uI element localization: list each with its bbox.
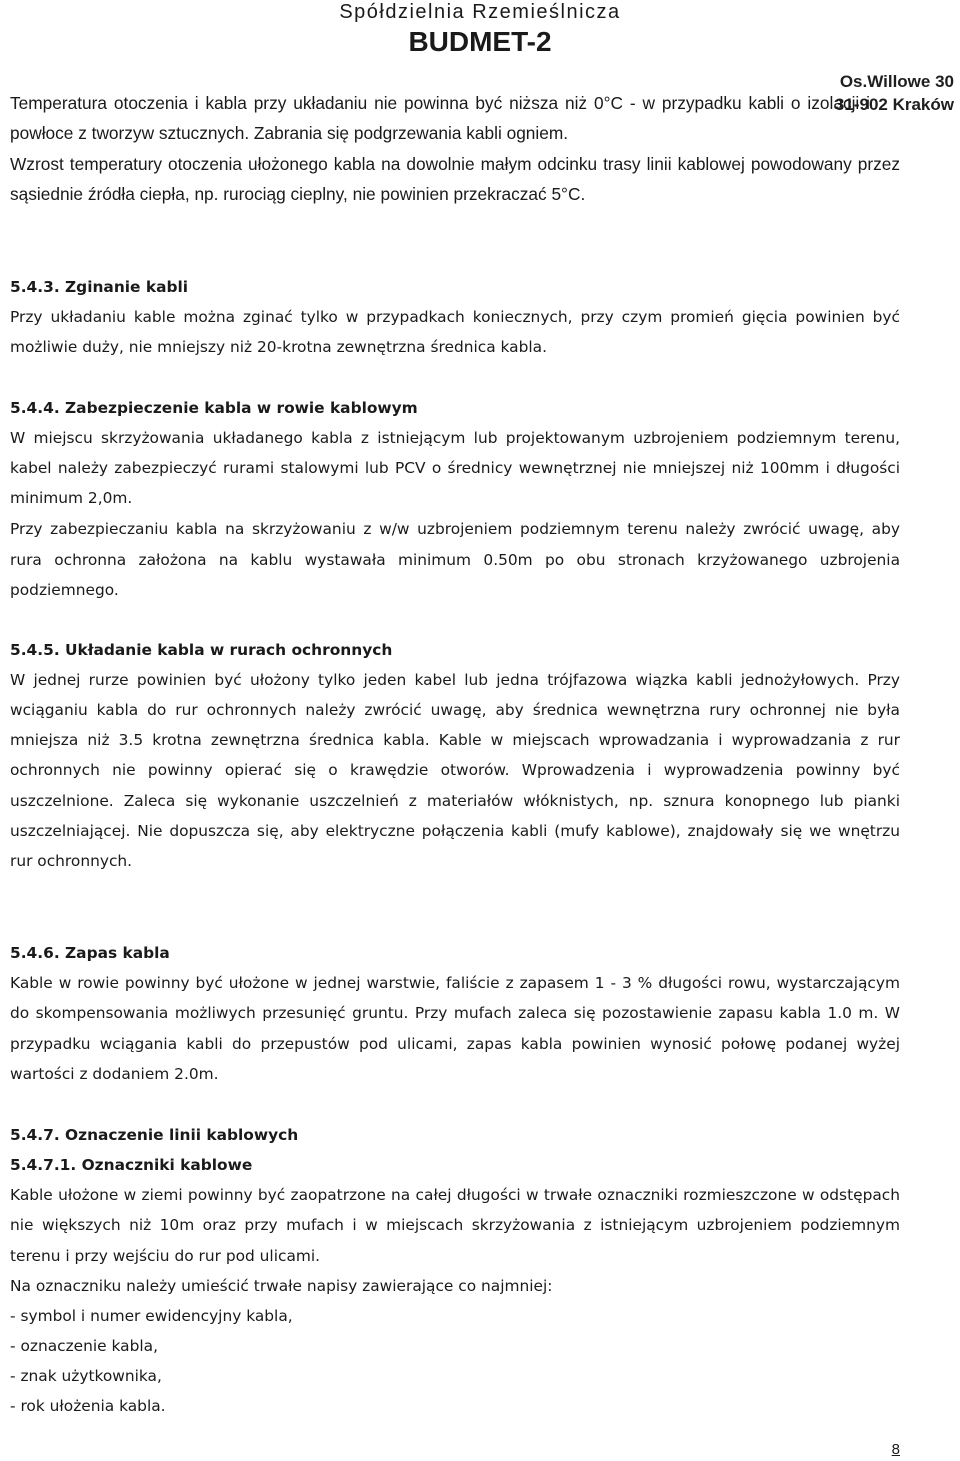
section-heading-5-4-3: 5.4.3. Zginanie kabli (10, 278, 189, 296)
section-heading-5-4-5: 5.4.5. Układanie kabla w rurach ochronnych (10, 641, 393, 659)
section-heading-5-4-7: 5.4.7. Oznaczenie linii kablowych (10, 1126, 299, 1144)
section-5-4-4-paragraph-2: Przy zabezpieczaniu kabla na skrzyżowaniu z w/w uzbrojeniem podziemnym terenu należy zwrócić uwagę, aby rura ochronna założona na kablu wystawała minimum 0.50m po obu stronach krzyżowanego uzbrojenia podziemnego. (10, 520, 900, 599)
list-item: - oznaczenie kabla, (10, 1337, 158, 1355)
intro-paragraph-temperature: Temperatura otoczenia i kabla przy układaniu nie powinna być niższa niż 0°C - w przypadku kabli o izolacji i powłoce z tworzyw sztucznych. Zabrania się podgrzewania kabli ogniem. (10, 93, 870, 143)
page-number: 8 (891, 1441, 900, 1458)
section-5-4-4-paragraph-1: W miejscu skrzyżowania układanego kabla z istniejącym lub projektowanym uzbrojeniem podziemnym terenu, kabel należy zabezpieczyć rurami stalowymi lub PCV o średnicy wewnętrznej nie mniejszej niż 100mm i długości minimum 2,0m. (10, 429, 900, 507)
list-item: - symbol i numer ewidencyjny kabla, (10, 1307, 293, 1325)
header-address-city: 31-902 Kraków (834, 95, 954, 114)
sub-heading-5-4-7-1: 5.4.7.1. Oznaczniki kablowe (10, 1156, 253, 1174)
list-item: - znak użytkownika, (10, 1367, 162, 1385)
marker-requirements-intro: Na oznaczniku należy umieścić trwałe napisy zawierające co najmniej: (10, 1277, 553, 1295)
section-5-4-5-paragraph: W jednej rurze powinien być ułożony tylko jeden kabel lub jedna trójfazowa wiązka kabli jednożyłowych. Przy wciąganiu kabla do rur ochronnych należy zwrócić uwagę, aby średnica wewnętrzna rury ochronnej nie była mniejsza niż 3.5 krotna zewnętrzna średnica kabla. Kable w miejscach wprowadzania i wyprowadzania z rur ochronnych nie powinny opierać się o krawędzie otworów. Wprowadzenia i wyprowadzenia powinny być uszczelnione. Zaleca się wykonanie uszczelnień z materiałów włóknistych, np. sznura konopnego lub pianki uszczelniającej. Nie dopuszcza się, aby elektryczne połączenia kabli (mufy kablowe), znajdowały się we wnętrzu rur ochronnych. (10, 671, 900, 870)
section-5-4-6-paragraph: Kable w rowie powinny być ułożone w jednej warstwie, faliście z zapasem 1 - 3 % długości rowu, wystarczającym do skompensowania możliwych przesunięć gruntu. Przy mufach zaleca się pozostawienie zapasu kabla 1.0 m. W przypadku wciągania kabli do przepustów pod ulicami, zapas kabla powinien wynosić połowę podanej wyżej wartości z dodaniem 2.0m. (10, 974, 900, 1083)
intro-paragraph-heat-sources: Wzrost temperatury otoczenia ułożonego kabla na dowolnie małym odcinku trasy linii kablowej powodowany przez sąsiednie źródła ciepła, np. rurociąg cieplny, nie powinien przekraczać 5°C. (10, 154, 900, 204)
header-company-brand: BUDMET-2 (408, 26, 552, 57)
section-heading-5-4-4: 5.4.4. Zabezpieczenie kabla w rowie kablowym (10, 399, 418, 417)
section-heading-5-4-6: 5.4.6. Zapas kabla (10, 944, 170, 962)
section-5-4-7-1-paragraph: Kable ułożone w ziemi powinny być zaopatrzone na całej długości w trwałe oznaczniki rozmieszczone w odstępach nie większych niż 10m oraz przy mufach i w miejscach skrzyżowania z istniejącym uzbrojeniem podziemnym terenu i przy wejściu do rur pod ulicami. (10, 1186, 900, 1265)
list-item: - rok ułożenia kabla. (10, 1397, 166, 1415)
section-5-4-3-paragraph: Przy układaniu kable można zginać tylko w przypadkach koniecznych, przy czym promień gięcia powinien być możliwie duży, nie mniejszy niż 20-krotna zewnętrzna średnica kabla. (10, 308, 900, 356)
header-address-street: Os.Willowe 30 (839, 72, 954, 91)
header-company-name: Spółdzielnia Rzemieślnicza (339, 1, 621, 23)
